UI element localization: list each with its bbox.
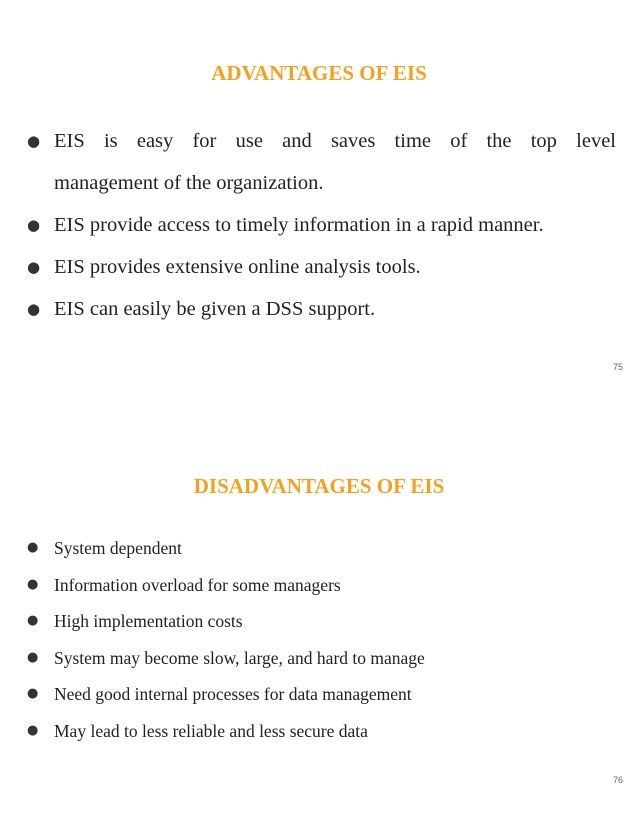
bullet-dot-icon: ● [27,258,41,276]
bullet-text: System dependent [54,538,182,558]
list-item [27,530,616,567]
list-item [27,567,616,604]
slide-title: ADVANTAGES OF EIS [211,61,427,85]
slide-disadvantages [0,413,638,826]
list-item [27,713,616,750]
bullet-text: EIS can easily be given a DSS support. [54,298,376,320]
bullet-dot-icon: ● [27,576,39,592]
bullet-text-line: management of the organization. [54,172,324,194]
page-number: 76 [612,775,623,785]
bullet-list [27,120,616,330]
bullet-dot-icon: ● [27,132,41,150]
bullet-text-line: EIS is easy for use and saves time of the top level [54,130,616,152]
bullet-text: System may become slow, large, and hard to manage [54,647,425,668]
bullet-list [27,530,616,750]
bullet-dot-icon: ● [27,686,39,702]
list-item [27,288,616,330]
list-item [27,246,616,288]
bullet-dot-icon: ● [27,649,39,665]
list-item [27,120,616,204]
bullet-text: Information overload for some managers [54,574,341,595]
bullet-dot-icon: ● [27,300,41,318]
bullet-text: High implementation costs [54,611,243,632]
page-number: 75 [612,362,623,372]
bullet-text: EIS provide access to timely information in a rapid manner. [54,214,544,236]
bullet-dot-icon: ● [27,722,39,738]
list-item [27,676,616,713]
bullet-dot-icon: ● [27,216,41,234]
bullet-dot-icon: ● [27,540,39,555]
list-item [27,204,616,246]
bullet-text: EIS provides extensive online analysis tools. [54,256,421,278]
bullet-text: Need good internal processes for data management [54,684,412,705]
bullet-dot-icon: ● [27,613,39,629]
list-item [27,603,616,640]
slide-title: DISADVANTAGES OF EIS [193,474,445,498]
bullet-text: May lead to less reliable and less secure data [54,720,368,741]
list-item [27,640,616,677]
